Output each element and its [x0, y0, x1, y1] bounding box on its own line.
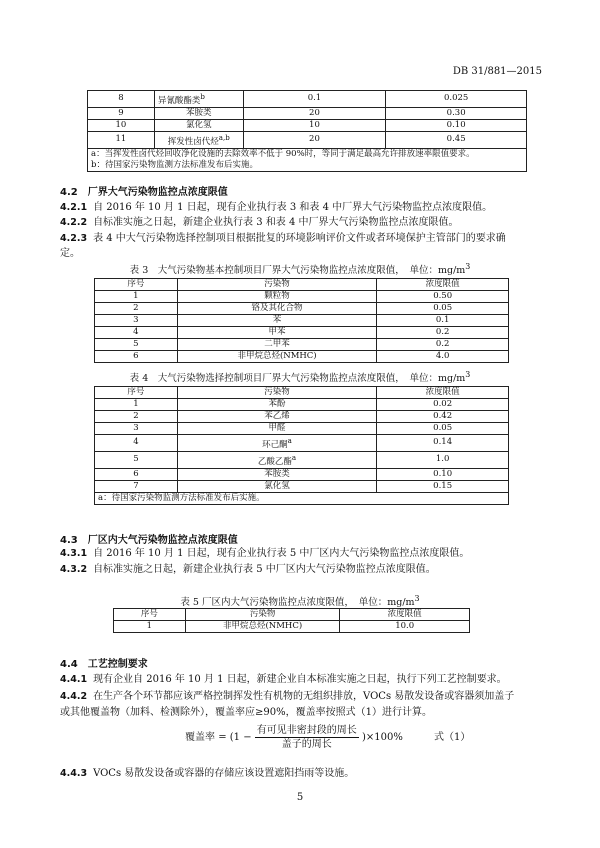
para-4-2-2: 4.2.2 自标准实施之日起，新建企业执行表 3 和表 4 中厂界大气污染物监控点浓度限值。: [60, 217, 459, 228]
table-note: a：当挥发性卤代烃回收净化设施的去除效率不低于 90%时，等同于满足最高允许排放速率限值要求。 b：待国家污染物监测方法标准发布后实施。: [88, 148, 527, 171]
table-header-row: 序号 污染物 浓度限值: [95, 387, 509, 399]
para-4-4-2-cont: 或其他覆盖物（加料、检测除外），覆盖率应≥90%，覆盖率按照式（1）进行计算。: [60, 707, 432, 718]
table-row: 6 苯胺类 0.10: [95, 468, 509, 480]
table5-caption: 表 5 厂区内大气污染物监控点浓度限值， 单位：$mg/m^3$: [180, 594, 420, 609]
table-row: 7 氯化氢 0.15: [95, 480, 509, 492]
section-4-3-title: 4.3 厂区内大气污染物监控点浓度限值: [60, 535, 238, 546]
table-header-row: 序号 污染物 浓度限值: [114, 609, 470, 621]
table5: [113, 608, 470, 633]
formula-lhs: 覆盖率: [185, 732, 215, 743]
standard-code: DB 31/881—2015: [452, 66, 542, 77]
table-row: 3 甲醛 0.05: [95, 423, 509, 435]
table-continued: [87, 90, 527, 172]
table-row: 2 铬及其化合物 0.05: [95, 303, 509, 315]
table-row: 5 二甲苯 0.2: [95, 339, 509, 351]
formula-fraction: [255, 724, 359, 751]
table3-caption: 表 3 大气污染物基本控制项目厂界大气污染物监控点浓度限值， 单位：$mg/m^3$: [129, 262, 471, 277]
para-4-4-1: 4.4.1 现有企业自 2016 年 10 月 1 日起，新建企业自本标准实施之日起，执行下列工艺控制要求。: [60, 674, 507, 685]
table-row: 1 颗粒物 0.50: [95, 291, 509, 303]
formula-eq: = (1 −: [218, 732, 252, 743]
table4-caption: 表 4 大气污染物选择控制项目厂界大气污染物监控点浓度限值， 单位：$mg/m^3$: [129, 370, 471, 385]
para-4-2-3: 4.2.3 表 4 中大气污染物选择控制项目根据批复的环境影响评价文件或者环境保护主管部门的要求确: [60, 233, 506, 244]
para-4-3-2: 4.3.2 自标准实施之日起，新建企业执行表 5 中厂区内大气污染物监控点浓度限值。: [60, 564, 436, 575]
table-row: 6 非甲烷总烃(NMHC) 4.0: [95, 351, 509, 363]
table-row: 2 苯乙烯 0.42: [95, 411, 509, 423]
table-row: 9 苯胺类 20 0.30: [88, 107, 527, 119]
para-4-4-2: 4.4.2 在生产各个环节都应该严格控制挥发性有机物的无组织排放，VOCs 易散发设备或容器须加盖子: [60, 691, 515, 702]
table-row: 10 氯化氢 10 0.10: [88, 119, 527, 131]
table-row: 8 异氰酸酯类$^b$ 0.1 0.025: [88, 91, 527, 108]
table-header-row: 序号 污染物 浓度限值: [95, 279, 509, 291]
formula-numerator: 有可见非密封段的周长: [256, 725, 357, 736]
table4: [94, 386, 509, 505]
table-row: 3 苯 0.1: [95, 315, 509, 327]
formula-denominator: 盖子的周长: [281, 739, 332, 750]
para-4-2-3-cont: 定。: [60, 248, 80, 259]
para-4-4-3: 4.4.3 VOCs 易散发设备或容器的存储应该设置遮阳挡雨等设施。: [60, 768, 355, 779]
table3: [94, 278, 509, 363]
page-number: 5: [296, 792, 304, 803]
section-4-4-title: 4.4 工艺控制要求: [60, 659, 148, 670]
section-4-2-title: 4.2 厂界大气污染物监控点浓度限值: [60, 187, 228, 198]
table-row: 11 挥发性卤代烃$^{a,b}$ 20 0.45: [88, 131, 527, 148]
para-4-2-1: 4.2.1 自 2016 年 10 月 1 日起，现有企业执行表 3 和表 4 中厂界大气污染物监控点浓度限值。: [60, 202, 493, 213]
table-row: 1 苯酚 0.02: [95, 399, 509, 411]
table-row: 5 乙酸乙酯$^a$ 1.0: [95, 451, 509, 468]
table-row: 1 非甲烷总烃(NMHC) 10.0: [114, 621, 470, 633]
table-row: 4 环己酮$^a$ 0.14: [95, 435, 509, 452]
table-note: a：待国家污染物监测方法标准发布后实施。: [95, 492, 509, 504]
para-4-3-1: 4.3.1 自 2016 年 10 月 1 日起，现有企业执行表 5 中厂区内大气污染物监控点浓度限值。: [60, 548, 470, 559]
formula-1: [185, 724, 470, 751]
table-row: 4 甲苯 0.2: [95, 327, 509, 339]
formula-rhs: )×100%: [361, 732, 403, 743]
formula-label: 式（1）: [434, 732, 471, 743]
